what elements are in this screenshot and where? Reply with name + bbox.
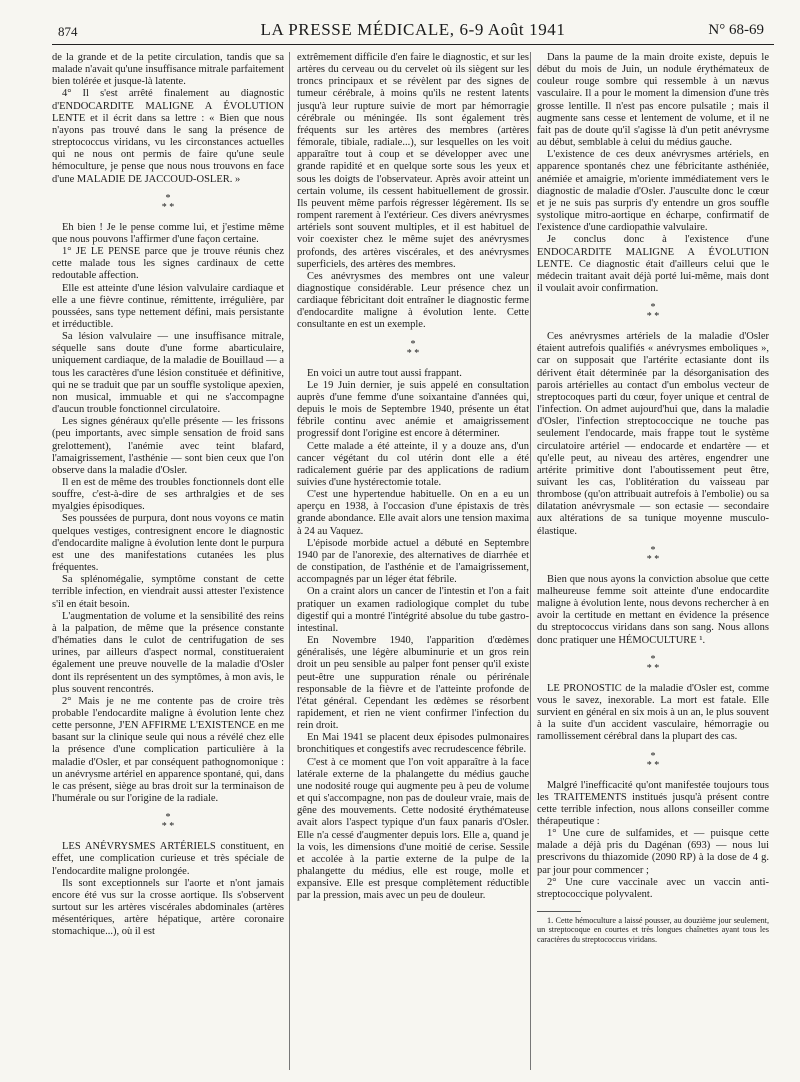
section-separator: * * * [646,544,660,565]
paragraph: 2° Mais je ne me contente pas de croire très probable l'endocardite maligne à évolution lente chez cette personne, J'EN AFFIRME L'EXISTENCE en me basant sur la clinique seule qui nous a révélé chez elle la présence d'une complication particulière à la maladie d'Osler, et par conséquent pathognomonique : un anévrysme artériel en apparence spontané, qui, dans le cas présent, siège au bras droit sur la terminaison de l'humérale ou sur l'origine de la radiale. [52,695,284,805]
section-separator: * * * [161,192,175,213]
column-rule [289,52,290,1070]
paragraph: L'augmentation de volume et la sensibilité des reins à la palpation, de même que la présence constante d'hématies dans le culot de centrifugation de ses urines, par ailleurs d'aspect normal, constitueraient également une preuve nouvelle de la maladie d'Osler dont ils représentent un des symptômes, à mon avis, le plus souvent rencontrés. [52,610,284,695]
page-header [52,18,774,45]
paragraph: 1° Une cure de sulfamides, et — puisque cette malade a déjà pris du Dagénan (693) — nous lui prescrivons du thiazomide (2090 RP) à la dose de 4 g. par jour pour commencer ; [537,828,769,876]
paragraph: Les signes généraux qu'elle présente — les frissons (peu importants, avec simple sensation de froid sans grelottement), l'anémie avec teint blafard, l'amaigrissement, l'asthénie — sont bien ceux que l'on observe dans la maladie d'Osler. [52,416,284,476]
section-separator: * * * [646,750,660,771]
paragraph: de la grande et de la petite circulation, tandis que sa malade n'avait qu'une insuffisance mitrale parfaitement bien tolérée et jusque-là latente. [52,52,284,88]
paragraph: L'existence de ces deux anévrysmes artériels, en apparence spontanés chez une fébricitante asthéniée, anémiée et amaigrie, m'oriente immédiatement vers le diagnostic de maladie d'Osler. J'ausculte donc le cœur et je ne suis pas surpris d'y entendre un gros souffle systolique mitro-aortique en écharpe, confirmatif de l'existence d'une cardiopathie valvulaire. [537,149,769,234]
paragraph: Ces anévrysmes artériels de la maladie d'Osler étaient autrefois qualifiés « anévrysmes emboliques », car on supposait que l'artérite ectasiante dont ils dérivent était déterminée par la désorganisation des parois artérielles au contact d'un embolus vecteur de streptocoques parti du cœur, foyer unique et central de l'infection. On admet aujourd'hui que, dans la maladie d'Osler, l'infection streptococcique ne touche pas seulement l'endocarde, mais frappe tout le système circulatoire artériel — endocarde et endartère — et qu'elle peut, au niveau des artères, engendrer une artérite primitive dont l'aboutissement peut être, suivant les cas, l'oblitération du vaisseau par thrombose (qu'on attribuait autrefois à l'embolie) ou sa dilatation anévrysmale — son ectasie — secondaire aux altérations de sa tunique moyenne musculo-élastique. [537,331,769,537]
paragraph: 2° Une cure vaccinale avec un vaccin anti-streptococcique polyvalent. [537,876,769,900]
paragraph: Il en est de même des troubles fonctionnels dont elle souffre, c'est-à-dire de ses arthralgies et de ses myalgies épisodiques. [52,477,284,513]
paragraph: En voici un autre tout aussi frappant. [307,367,462,379]
paragraph: 4° Il s'est arrêté finalement au diagnostic d'ENDOCARDITE MALIGNE A ÉVOLUTION LENTE et il écrit dans sa lettre : « Bien que nous n'ayons pas trouvé dans le sang la présence de streptococcus viridans, vu les circonstances actuelles qui ne nous ont permis de faire qu'une seule hémoculture, je pense que nous nous trouvons en face d'une MALADIE DE JACCOUD-OSLER. » [52,88,284,185]
text-column-2 [297,52,529,1070]
paragraph: En Mai 1941 se placent deux épisodes pulmonaires bronchitiques et congestifs avec recrudescence fébrile. [297,732,529,756]
paragraph: Malgré l'inefficacité qu'ont manifestée toujours tous les TRAITEMENTS institués jusqu'à présent contre cette terrible infection, nous allons conseiller comme thérapeutique : [537,779,769,827]
footnote: 1. Cette hémoculture a laissé pousser, au douzième jour seulement, un streptocoque en courtes et très longues chaînettes ayant tous les caractères du streptococcus viridans. [537,916,769,944]
paragraph: Bien que nous ayons la conviction absolue que cette malheureuse femme soit atteinte d'une endocardite maligne à évolution lente, nous devons rechercher à en avoir la certitude en mettant en évidence la présence du streptococcus viridans dans son sang. Nous allons donc pratiquer une HÉMOCULTURE ¹. [537,573,769,646]
footnote-rule [537,911,581,912]
paragraph: Ces anévrysmes des membres ont une valeur diagnostique considérable. Leur présence chez un cardiaque fébricitant doit entraîner le diagnostic ferme d'endocardite maligne à évolution lente. Cette consultante en est un exemple. [297,270,529,331]
paragraph: On a craint alors un cancer de l'intestin et l'on a fait pratiquer un examen radiologique complet du tube digestif qui a montré l'intégrité absolue du tube gastro-intestinal. [297,586,529,634]
paragraph: L'épisode morbide actuel a débuté en Septembre 1940 par de l'anorexie, des alternatives de diarrhée et de constipation, de l'asthénie et de l'amaigrissement, accompagnés par un léger état fébrile. [297,537,529,586]
paragraph: C'est une hypertendue habituelle. On en a eu un aperçu en 1938, à l'occasion d'une épistaxis de très grande abondance. Elle avait alors une tension maxima à 24 au Vaquez. [297,489,529,537]
section-separator: * * * [406,338,420,359]
issue-number: N° 68-69 [708,22,764,38]
section-separator: * * * [161,812,175,833]
paragraph: LES ANÉVRYSMES ARTÉRIELS constituent, en effet, une complication curieuse et très spéciale de l'endocardite maligne prolongée. [52,841,284,877]
paragraph: Ils sont exceptionnels sur l'aorte et n'ont jamais encore été vus sur la crosse aortique. Ils s'observent surtout sur les artères viscérales abdominales (artères mésentériques, artère hépatique, artère coronaire stomachique...), où il est [52,877,284,938]
page-number: 874 [58,24,78,39]
paragraph: Ses poussées de purpura, dont nous voyons ce matin quelques vestiges, contresignent encore le diagnostic d'endocardite maligne à évolution lente dont le purpura est une des manifestations cutanées les plus fréquentes. [52,513,284,574]
column-rule [530,52,531,1070]
paragraph: 1° JE LE PENSE parce que je trouve réunis chez cette malade tous les signes cardinaux de cette redoutable affection. [52,246,284,282]
text-column-1 [52,52,284,1070]
section-separator: * * * [646,653,660,674]
journal-title: LA PRESSE MÉDICALE, 6-9 Août 1941 [260,20,566,39]
paragraph: En Novembre 1940, l'apparition d'œdèmes généralisés, une légère albuminurie et un gros rein droit un peu sensible au palper font penser qu'il existe peut-être une suppuration rénale ou périrénale responsable de la fièvre et de l'atteinte profonde de l'état général. Cependant les œdèmes se résorbent rapidement, et rien ne vient confirmer l'infection du rein droit. [297,635,529,732]
section-separator: * * * [646,302,660,323]
paragraph: Eh bien ! Je le pense comme lui, et j'estime même que nous pouvons l'affirmer d'une façon certaine. [52,221,284,245]
paragraph: Dans la paume de la main droite existe, depuis le début du mois de Juin, un nodule érythémateux de couleur rouge sombre qui ressemble à un nævus vasculaire. Il a pour le moment la dimension d'une très grosse lentille. Il n'est pas encore pulsatile ; mais il augmente sans cesse et lentement de volume, et il ne fait pas de doute qu'il s'agisse là d'un petit anévrysme au début, semblable à celui du médius gauche. [537,52,769,149]
paragraph: C'est à ce moment que l'on voit apparaître à la face latérale externe de la phalangette du médius gauche une nodosité rouge qui augmente peu à peu de volume et qui s'accompagne, non pas de douleur vraie, mais de gêne des mouvements. Cette nodosité érythémateuse avait alors l'aspect typique d'un faux panaris d'Osler. Elle n'a cessé d'augmenter depuis lors. Elle a, quand je la vois, les dimensions d'une moitié de cerise. Sessile et accolée à la partie externe de la pulpe de la phalangette du médius, elle est rouge, molle et expansive. Elle est presque complètement réductible par la pression, mais avec un peu de douleur. [297,756,529,902]
text-column-3 [537,52,769,1070]
paragraph: Je conclus donc à l'existence d'une ENDOCARDITE MALIGNE A ÉVOLUTION LENTE. Ce diagnostic était d'ailleurs celui que le médecin traitant avait déjà porté lui-même, mais dont il voulait avoir confirmation. [537,234,769,294]
paragraph: Le 19 Juin dernier, je suis appelé en consultation auprès d'une femme d'une soixantaine d'années qui, depuis le mois de Septembre 1940, présente un état fébrile continu avec anémie et amaigrissement progressif dont l'origine est encore à déterminer. [297,379,529,440]
paragraph: extrêmement difficile d'en faire le diagnostic, et sur les artères du cerveau ou du cervelet où ils siègent sur les troncs principaux et se révèlent par des signes de tumeur cérébrale, à moins qu'ils ne restent latents jusqu'à leur rupture suivie de mort par hémorragie cérébrale ou méningée. Ils sont également très fréquents sur les artères des membres (artères fémorale, tibiale, radiale...), sur lesquelles on les voit apparaître tout à coup et se développer avec une grande rapidité et en quelque sorte sous les yeux et sous les doigts de l'observateur. Après avoir atteint un certain volume, ils cessent habituellement de grossir. Ils peuvent même parfois régresser légèrement. Ils se rompent rarement à l'extérieur. Ces divers anévrysmes artériels sont souvent multiples, et il est habituel de voir coexister chez le même sujet des anévrysmes profonds, des artères viscérales, et des anévrysmes superficiels, des artères des membres. [297,52,529,270]
paragraph: Elle est atteinte d'une lésion valvulaire cardiaque et elle a une fièvre continue, rémittente, irrégulière, par poussées, sans type nettement défini, mais persistante et irréductible. [52,282,284,330]
paragraph: Cette malade a été atteinte, il y a douze ans, d'un cancer végétant du col utérin dont elle a été radicalement guérie par des applications de radium suivies d'une hystérectomie totale. [297,440,529,488]
paragraph: Sa lésion valvulaire — une insuffisance mitrale, séquelle sans doute d'une forme abarticulaire, uniquement cardiaque, de la maladie de Bouillaud — a tous les caractères d'une lésion constituée et définitive, qui ne se traduit que par un souffle systolique apexien, non musical, immuable et qui ne s'accompagne d'aucun trouble fonctionnel circulatoire. [52,331,284,416]
paragraph: Sa splénomégalie, symptôme constant de cette terrible infection, en viendrait aussi attester l'existence s'il en était besoin. [52,574,284,610]
paragraph: LE PRONOSTIC de la maladie d'Osler est, comme vous le savez, inexorable. La mort est fatale. Elle survient en général en six mois à un an, le plus souvent à la suite d'un accident vasculaire, hémorragie ou ramollissement cérébral dans la plupart des cas. [537,682,769,743]
